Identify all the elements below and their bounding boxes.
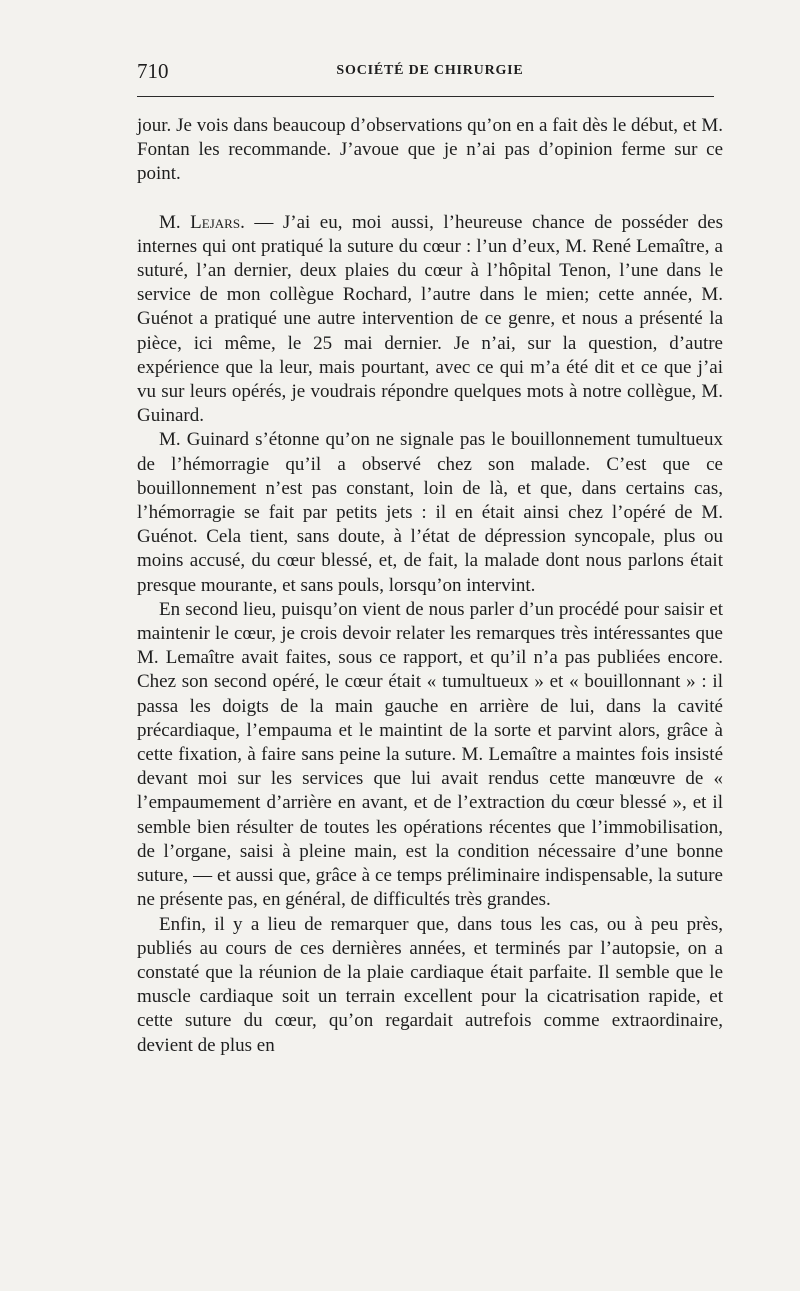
page-number: 710 <box>137 59 169 83</box>
paragraph-second-point: En second lieu, puisqu’on vient de nous parler d’un procédé pour saisir et maintenir le cœur, je crois devoir relater les remarques très intéressantes que M. Lemaître avait faites, sous ce rapport, et qu’il n’a pas publiées encore. Chez son second opéré, le cœur était « tumultueux » et « bouillonnant » : il passa les doigts de la main gauche en arrière de lui, dans la cavité précardiaque, l’empauma et le maintint de la sorte et parvint alors, grâce à cette fixation, à faire sans peine la suture. M. Lemaître a maintes fois insisté devant moi sur les services que lui avait rendus cette manœuvre de « l’empaumement d’arrière en avant, et de l’extraction du cœur blessé », et il semble bien résulter de toutes les opérations récentes que l’immobilisation, de l’organe, saisi à pleine main, est la condition nécessaire d’une bonne suture, — et aussi que, grâce à ce temps préliminaire indispensable, la suture ne présente pas, en général, de difficultés très grandes. <box>137 598 723 911</box>
body-text <box>137 114 723 1058</box>
running-head <box>137 58 723 84</box>
speaker-prefix: M. <box>159 211 191 233</box>
paragraph-guinard: M. Guinard s’étonne qu’on ne signale pas le bouillonnement tumultueux de l’hémorragie qu’il a observé chez son malade. C’est que ce bouillonnement n’est pas constant, loin de là, et que, dans certains cas, l’hémorragie se fait par petits jets : il en était ainsi chez l’opéré de M. Guénot. Cela tient, sans doute, à l’état de dépression syncopale, plus ou moins accusé, du cœur blessé, et, de fait, la malade dont nous parlons était presque mourante, et sans pouls, lorsqu’on intervint. <box>137 429 723 596</box>
paragraph-lejars <box>137 211 723 429</box>
paragraph-finally: Enfin, il y a lieu de remarquer que, dans tous les cas, ou à peu près, publiés au cours de ces dernières années, et terminés par l’autopsie, on a constaté que la réunion de la plaie cardiaque était parfaite. Il semble que le muscle cardiaque soit un terrain excellent pour la cicatrisation rapide, et cette suture du cœur, qu’on regardait autrefois comme extraordinaire, devient de plus en <box>137 913 723 1056</box>
speaker-name: Lejars <box>190 211 241 233</box>
running-title: SOCIÉTÉ DE CHIRURGIE <box>336 63 524 78</box>
paragraph-continued: jour. Je vois dans beaucoup d’observations qu’on en a fait dès le début, et M. Fontan les recommande. J’avoue que je n’ai pas d’opinion ferme sur ce point. <box>137 115 723 185</box>
paragraph-lejars-text: . — J’ai eu, moi aussi, l’heureuse chance de posséder des internes qui ont pratiqué la suture du cœur : l’un d’eux, M. René Lemaître, a suturé, l’an dernier, deux plaies du cœur à l’hôpital Tenon, l’une dans le service de mon collègue Rochard, l’autre dans le mien; cette année, M. Guénot a pratiqué une autre intervention de ce genre, et nous a présenté la pièce, ici même, le 25 mai dernier. Je n’ai, sur la question, d’autre expérience que la leur, mais pourtant, avec ce qui m’a été dit et ce que j’ai vu sur leurs opérés, je voudrais répondre quelques mots à notre collègue, M. Guinard. <box>137 211 723 427</box>
header-rule <box>137 96 714 97</box>
